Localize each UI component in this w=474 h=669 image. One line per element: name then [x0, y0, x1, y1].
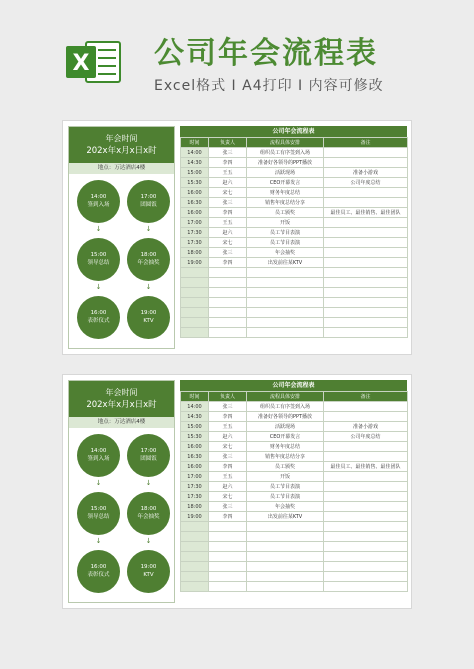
- timeline-step: [127, 180, 170, 223]
- table-cell[interactable]: 最佳员工、最佳销售、最佳团队: [324, 462, 408, 472]
- table-cell[interactable]: 宋七: [209, 492, 247, 502]
- table-cell[interactable]: 17:00: [181, 218, 209, 228]
- schedule-title: 公司年会流程表: [180, 126, 407, 137]
- table-row: [181, 168, 408, 178]
- table-cell[interactable]: 16:30: [181, 452, 209, 462]
- table-cell[interactable]: [209, 572, 247, 582]
- table-cell[interactable]: 19:00: [181, 258, 209, 268]
- table-cell[interactable]: [324, 268, 408, 278]
- table-cell[interactable]: [181, 572, 209, 582]
- table-cell[interactable]: [247, 308, 324, 318]
- table-cell[interactable]: [324, 288, 408, 298]
- timeline-panel: [68, 380, 175, 603]
- table-row: [181, 472, 408, 482]
- column-header: 时间: [181, 138, 209, 148]
- table-cell[interactable]: 14:00: [181, 148, 209, 158]
- table-row: [181, 502, 408, 512]
- step-time: 19:00: [140, 310, 157, 316]
- table-cell[interactable]: [324, 412, 408, 422]
- table-cell[interactable]: [181, 552, 209, 562]
- table-cell[interactable]: [209, 552, 247, 562]
- table-cell[interactable]: [324, 522, 408, 532]
- table-cell[interactable]: [324, 542, 408, 552]
- table-row: [181, 462, 408, 472]
- timeline-step: [127, 296, 170, 339]
- table-cell[interactable]: [247, 318, 324, 328]
- table-cell[interactable]: 员工颁奖: [247, 462, 324, 472]
- table-cell[interactable]: 赵六: [209, 482, 247, 492]
- step-time: 17:00: [140, 448, 157, 454]
- schedule-table: [180, 391, 408, 592]
- table-row: [181, 328, 408, 338]
- step-time: 16:00: [90, 310, 107, 316]
- table-cell[interactable]: 准备好各领导的PPT播放: [247, 412, 324, 422]
- table-cell[interactable]: [209, 268, 247, 278]
- column-header: 备注: [324, 392, 408, 402]
- table-cell[interactable]: [324, 248, 408, 258]
- table-row: [181, 492, 408, 502]
- table-row: [181, 288, 408, 298]
- step-label: 团圆饭: [140, 202, 157, 208]
- table-cell[interactable]: [324, 148, 408, 158]
- table-cell[interactable]: [209, 522, 247, 532]
- table-cell[interactable]: [181, 318, 209, 328]
- table-cell[interactable]: [324, 552, 408, 562]
- table-cell[interactable]: 财务年度总结: [247, 188, 324, 198]
- table-cell[interactable]: [324, 452, 408, 462]
- table-cell[interactable]: 15:30: [181, 178, 209, 188]
- step-label: 年会抽奖: [137, 260, 160, 266]
- table-cell[interactable]: 组织员工有序签到入场: [247, 402, 324, 412]
- timeline-date: 202x年x月x日x时: [86, 146, 157, 156]
- table-cell[interactable]: 员工颁奖: [247, 208, 324, 218]
- step-label: 年会抽奖: [137, 514, 160, 520]
- table-cell[interactable]: [324, 532, 408, 542]
- table-cell[interactable]: [181, 298, 209, 308]
- step-label: 签到入场: [87, 202, 110, 208]
- step-label: 领导总结: [87, 514, 110, 520]
- step-label: 团圆饭: [140, 456, 157, 462]
- table-cell[interactable]: CEO开幕发言: [247, 178, 324, 188]
- table-row: [181, 572, 408, 582]
- column-header: 备注: [324, 138, 408, 148]
- page-subtitle: Excel格式 I A4打印 I 内容可修改: [154, 78, 384, 94]
- table-cell[interactable]: [324, 218, 408, 228]
- step-time: 15:00: [90, 252, 107, 258]
- timeline-step: [77, 296, 120, 339]
- table-cell[interactable]: 张三: [209, 502, 247, 512]
- table-cell[interactable]: [209, 318, 247, 328]
- step-time: 19:00: [140, 564, 157, 570]
- table-cell[interactable]: 公司年度总结: [324, 432, 408, 442]
- table-cell[interactable]: [181, 308, 209, 318]
- table-row: [181, 268, 408, 278]
- step-time: 14:00: [90, 194, 107, 200]
- table-cell[interactable]: [247, 268, 324, 278]
- page-header: [0, 0, 474, 112]
- table-cell[interactable]: [324, 318, 408, 328]
- table-cell[interactable]: [324, 402, 408, 412]
- table-cell[interactable]: 宋七: [209, 238, 247, 248]
- table-row: [181, 208, 408, 218]
- table-cell[interactable]: [324, 228, 408, 238]
- table-cell[interactable]: [324, 238, 408, 248]
- table-row: [181, 198, 408, 208]
- table-cell[interactable]: 销售年度总结分享: [247, 198, 324, 208]
- table-cell[interactable]: [324, 472, 408, 482]
- table-cell[interactable]: [209, 288, 247, 298]
- table-cell[interactable]: 14:30: [181, 158, 209, 168]
- step-label: 签到入场: [87, 456, 110, 462]
- table-cell[interactable]: 19:00: [181, 512, 209, 522]
- table-cell[interactable]: 17:30: [181, 228, 209, 238]
- table-cell[interactable]: [324, 258, 408, 268]
- table-cell[interactable]: [247, 522, 324, 532]
- table-cell[interactable]: 16:00: [181, 442, 209, 452]
- schedule-table: [180, 137, 408, 338]
- table-cell[interactable]: 准备小游戏: [324, 168, 408, 178]
- table-cell[interactable]: [324, 482, 408, 492]
- column-header: 负责人: [209, 392, 247, 402]
- table-cell[interactable]: 开饭: [247, 472, 324, 482]
- table-row: [181, 258, 408, 268]
- table-cell[interactable]: [324, 562, 408, 572]
- column-header: 流程具体安排: [247, 392, 324, 402]
- table-row: [181, 178, 408, 188]
- down-arrow-icon: ↓: [145, 537, 152, 545]
- table-cell[interactable]: [324, 158, 408, 168]
- step-label: 表彰仪式: [87, 318, 110, 324]
- table-cell[interactable]: [181, 582, 209, 592]
- step-time: 18:00: [140, 506, 157, 512]
- timeline-date: 202x年x月x日x时: [86, 400, 157, 410]
- table-row: [181, 278, 408, 288]
- table-cell[interactable]: [181, 278, 209, 288]
- table-cell[interactable]: 李四: [209, 462, 247, 472]
- table-row: [181, 188, 408, 198]
- table-cell[interactable]: 出发前往某KTV: [247, 512, 324, 522]
- table-cell[interactable]: 活跃现场: [247, 422, 324, 432]
- timeline-step: [77, 550, 120, 593]
- table-cell[interactable]: [181, 532, 209, 542]
- table-cell[interactable]: 李四: [209, 512, 247, 522]
- table-cell[interactable]: [209, 298, 247, 308]
- schedule-panel: [180, 380, 407, 603]
- table-cell[interactable]: 赵六: [209, 432, 247, 442]
- table-cell[interactable]: 年会抽奖: [247, 502, 324, 512]
- table-row: [181, 248, 408, 258]
- table-cell[interactable]: 财务年度总结: [247, 442, 324, 452]
- table-cell[interactable]: [324, 442, 408, 452]
- down-arrow-icon: ↓: [145, 283, 152, 291]
- timeline-header: [69, 381, 174, 417]
- column-header: 时间: [181, 392, 209, 402]
- table-cell[interactable]: [324, 572, 408, 582]
- table-cell[interactable]: 张三: [209, 198, 247, 208]
- table-cell[interactable]: 14:00: [181, 402, 209, 412]
- table-cell[interactable]: [324, 298, 408, 308]
- table-cell[interactable]: 16:00: [181, 188, 209, 198]
- step-label: KTV: [143, 572, 154, 578]
- table-row: [181, 482, 408, 492]
- table-cell[interactable]: [324, 328, 408, 338]
- table-cell[interactable]: [324, 278, 408, 288]
- down-arrow-icon: ↓: [95, 283, 102, 291]
- table-row: [181, 412, 408, 422]
- table-cell[interactable]: 15:00: [181, 168, 209, 178]
- table-cell[interactable]: [247, 328, 324, 338]
- timeline-step: [77, 238, 120, 281]
- table-cell[interactable]: [247, 562, 324, 572]
- table-cell[interactable]: 王五: [209, 472, 247, 482]
- table-row: [181, 298, 408, 308]
- table-cell[interactable]: [181, 288, 209, 298]
- table-row: [181, 218, 408, 228]
- timeline-title: 年会时间: [105, 388, 138, 397]
- timeline-step: [127, 238, 170, 281]
- table-cell[interactable]: 员工节目表演: [247, 482, 324, 492]
- table-cell[interactable]: 王五: [209, 218, 247, 228]
- table-cell[interactable]: CEO开幕发言: [247, 432, 324, 442]
- table-cell[interactable]: [324, 512, 408, 522]
- timeline-step: [77, 434, 120, 477]
- table-row: [181, 512, 408, 522]
- column-header: 负责人: [209, 138, 247, 148]
- table-cell[interactable]: 李四: [209, 258, 247, 268]
- table-cell[interactable]: [324, 582, 408, 592]
- table-cell[interactable]: [181, 268, 209, 278]
- down-arrow-icon: ↓: [145, 479, 152, 487]
- table-cell[interactable]: 张三: [209, 248, 247, 258]
- table-cell[interactable]: [247, 542, 324, 552]
- table-row: [181, 522, 408, 532]
- step-label: KTV: [143, 318, 154, 324]
- table-cell[interactable]: 张三: [209, 148, 247, 158]
- table-cell[interactable]: 李四: [209, 412, 247, 422]
- table-cell[interactable]: 赵六: [209, 178, 247, 188]
- table-cell[interactable]: 17:30: [181, 492, 209, 502]
- table-cell[interactable]: [181, 522, 209, 532]
- table-row: [181, 532, 408, 542]
- timeline-step: [77, 180, 120, 223]
- down-arrow-icon: ↓: [95, 479, 102, 487]
- table-row: [181, 148, 408, 158]
- template-sheet-1: [62, 120, 412, 355]
- table-cell[interactable]: [209, 542, 247, 552]
- down-arrow-icon: ↓: [145, 225, 152, 233]
- table-cell[interactable]: 李四: [209, 208, 247, 218]
- table-cell[interactable]: 王五: [209, 168, 247, 178]
- table-cell[interactable]: 准备好各领导的PPT播放: [247, 158, 324, 168]
- step-time: 15:00: [90, 506, 107, 512]
- timeline-step: [127, 492, 170, 535]
- table-cell[interactable]: [247, 572, 324, 582]
- table-row: [181, 432, 408, 442]
- table-cell[interactable]: 15:30: [181, 432, 209, 442]
- table-cell[interactable]: 张三: [209, 452, 247, 462]
- down-arrow-icon: ↓: [95, 225, 102, 233]
- step-time: 18:00: [140, 252, 157, 258]
- timeline-title: 年会时间: [105, 134, 138, 143]
- step-label: 领导总结: [87, 260, 110, 266]
- table-cell[interactable]: [209, 308, 247, 318]
- table-cell[interactable]: 14:30: [181, 412, 209, 422]
- table-cell[interactable]: 18:00: [181, 248, 209, 258]
- timeline-step: [127, 550, 170, 593]
- table-row: [181, 308, 408, 318]
- table-row: [181, 228, 408, 238]
- table-row: [181, 318, 408, 328]
- step-time: 17:00: [140, 194, 157, 200]
- table-cell[interactable]: 17:00: [181, 472, 209, 482]
- table-cell[interactable]: [324, 188, 408, 198]
- table-cell[interactable]: 16:00: [181, 462, 209, 472]
- table-cell[interactable]: 15:00: [181, 422, 209, 432]
- table-cell[interactable]: 最佳员工、最佳销售、最佳团队: [324, 208, 408, 218]
- table-cell[interactable]: 18:00: [181, 502, 209, 512]
- table-header-row: [181, 138, 408, 148]
- table-row: [181, 158, 408, 168]
- step-time: 14:00: [90, 448, 107, 454]
- excel-logo-icon: [64, 38, 122, 86]
- table-cell[interactable]: 宋七: [209, 188, 247, 198]
- table-row: [181, 442, 408, 452]
- table-cell[interactable]: [181, 328, 209, 338]
- table-row: [181, 542, 408, 552]
- timeline-step: [127, 434, 170, 477]
- table-cell[interactable]: 公司年度总结: [324, 178, 408, 188]
- table-row: [181, 562, 408, 572]
- table-cell[interactable]: 员工节目表演: [247, 228, 324, 238]
- table-cell[interactable]: [324, 502, 408, 512]
- table-cell[interactable]: 张三: [209, 402, 247, 412]
- table-cell[interactable]: 宋七: [209, 442, 247, 452]
- table-cell[interactable]: [324, 308, 408, 318]
- table-cell[interactable]: 年会抽奖: [247, 248, 324, 258]
- table-cell[interactable]: [324, 198, 408, 208]
- table-cell[interactable]: [247, 582, 324, 592]
- table-cell[interactable]: [247, 278, 324, 288]
- table-cell[interactable]: 销售年度总结分享: [247, 452, 324, 462]
- table-cell[interactable]: 赵六: [209, 228, 247, 238]
- template-sheet-2: [62, 374, 412, 609]
- table-cell[interactable]: 16:00: [181, 208, 209, 218]
- table-row: [181, 582, 408, 592]
- table-cell[interactable]: [209, 582, 247, 592]
- table-cell[interactable]: 16:30: [181, 198, 209, 208]
- table-row: [181, 402, 408, 412]
- table-cell[interactable]: 员工节目表演: [247, 492, 324, 502]
- table-cell[interactable]: [324, 492, 408, 502]
- table-cell[interactable]: [247, 532, 324, 542]
- table-cell[interactable]: 组织员工有序签到入场: [247, 148, 324, 158]
- table-cell[interactable]: 开饭: [247, 218, 324, 228]
- table-cell[interactable]: 员工节目表演: [247, 238, 324, 248]
- timeline-step: [77, 492, 120, 535]
- table-row: [181, 422, 408, 432]
- step-label: 表彰仪式: [87, 572, 110, 578]
- table-row: [181, 238, 408, 248]
- table-cell[interactable]: 活跃现场: [247, 168, 324, 178]
- table-cell[interactable]: [181, 562, 209, 572]
- step-time: 16:00: [90, 564, 107, 570]
- table-cell[interactable]: 17:30: [181, 238, 209, 248]
- venue-label: 地点：万达酒店4楼: [69, 163, 174, 174]
- table-row: [181, 552, 408, 562]
- table-header-row: [181, 392, 408, 402]
- table-cell[interactable]: [247, 288, 324, 298]
- page-title: 公司年会流程表: [154, 36, 378, 71]
- table-cell[interactable]: 准备小游戏: [324, 422, 408, 432]
- table-cell[interactable]: 出发前往某KTV: [247, 258, 324, 268]
- table-cell[interactable]: 王五: [209, 422, 247, 432]
- table-cell[interactable]: [209, 328, 247, 338]
- table-row: [181, 452, 408, 462]
- timeline-header: [69, 127, 174, 163]
- table-cell[interactable]: 李四: [209, 158, 247, 168]
- column-header: 流程具体安排: [247, 138, 324, 148]
- table-cell[interactable]: [247, 298, 324, 308]
- schedule-title: 公司年会流程表: [180, 380, 407, 391]
- timeline-panel: [68, 126, 175, 349]
- venue-label: 地点：万达酒店4楼: [69, 417, 174, 428]
- logo-letter: X: [72, 51, 90, 76]
- table-cell[interactable]: [247, 552, 324, 562]
- down-arrow-icon: ↓: [95, 537, 102, 545]
- table-cell[interactable]: 17:30: [181, 482, 209, 492]
- table-cell[interactable]: [209, 278, 247, 288]
- table-cell[interactable]: [209, 532, 247, 542]
- table-cell[interactable]: [181, 542, 209, 552]
- schedule-panel: [180, 126, 407, 349]
- table-cell[interactable]: [209, 562, 247, 572]
